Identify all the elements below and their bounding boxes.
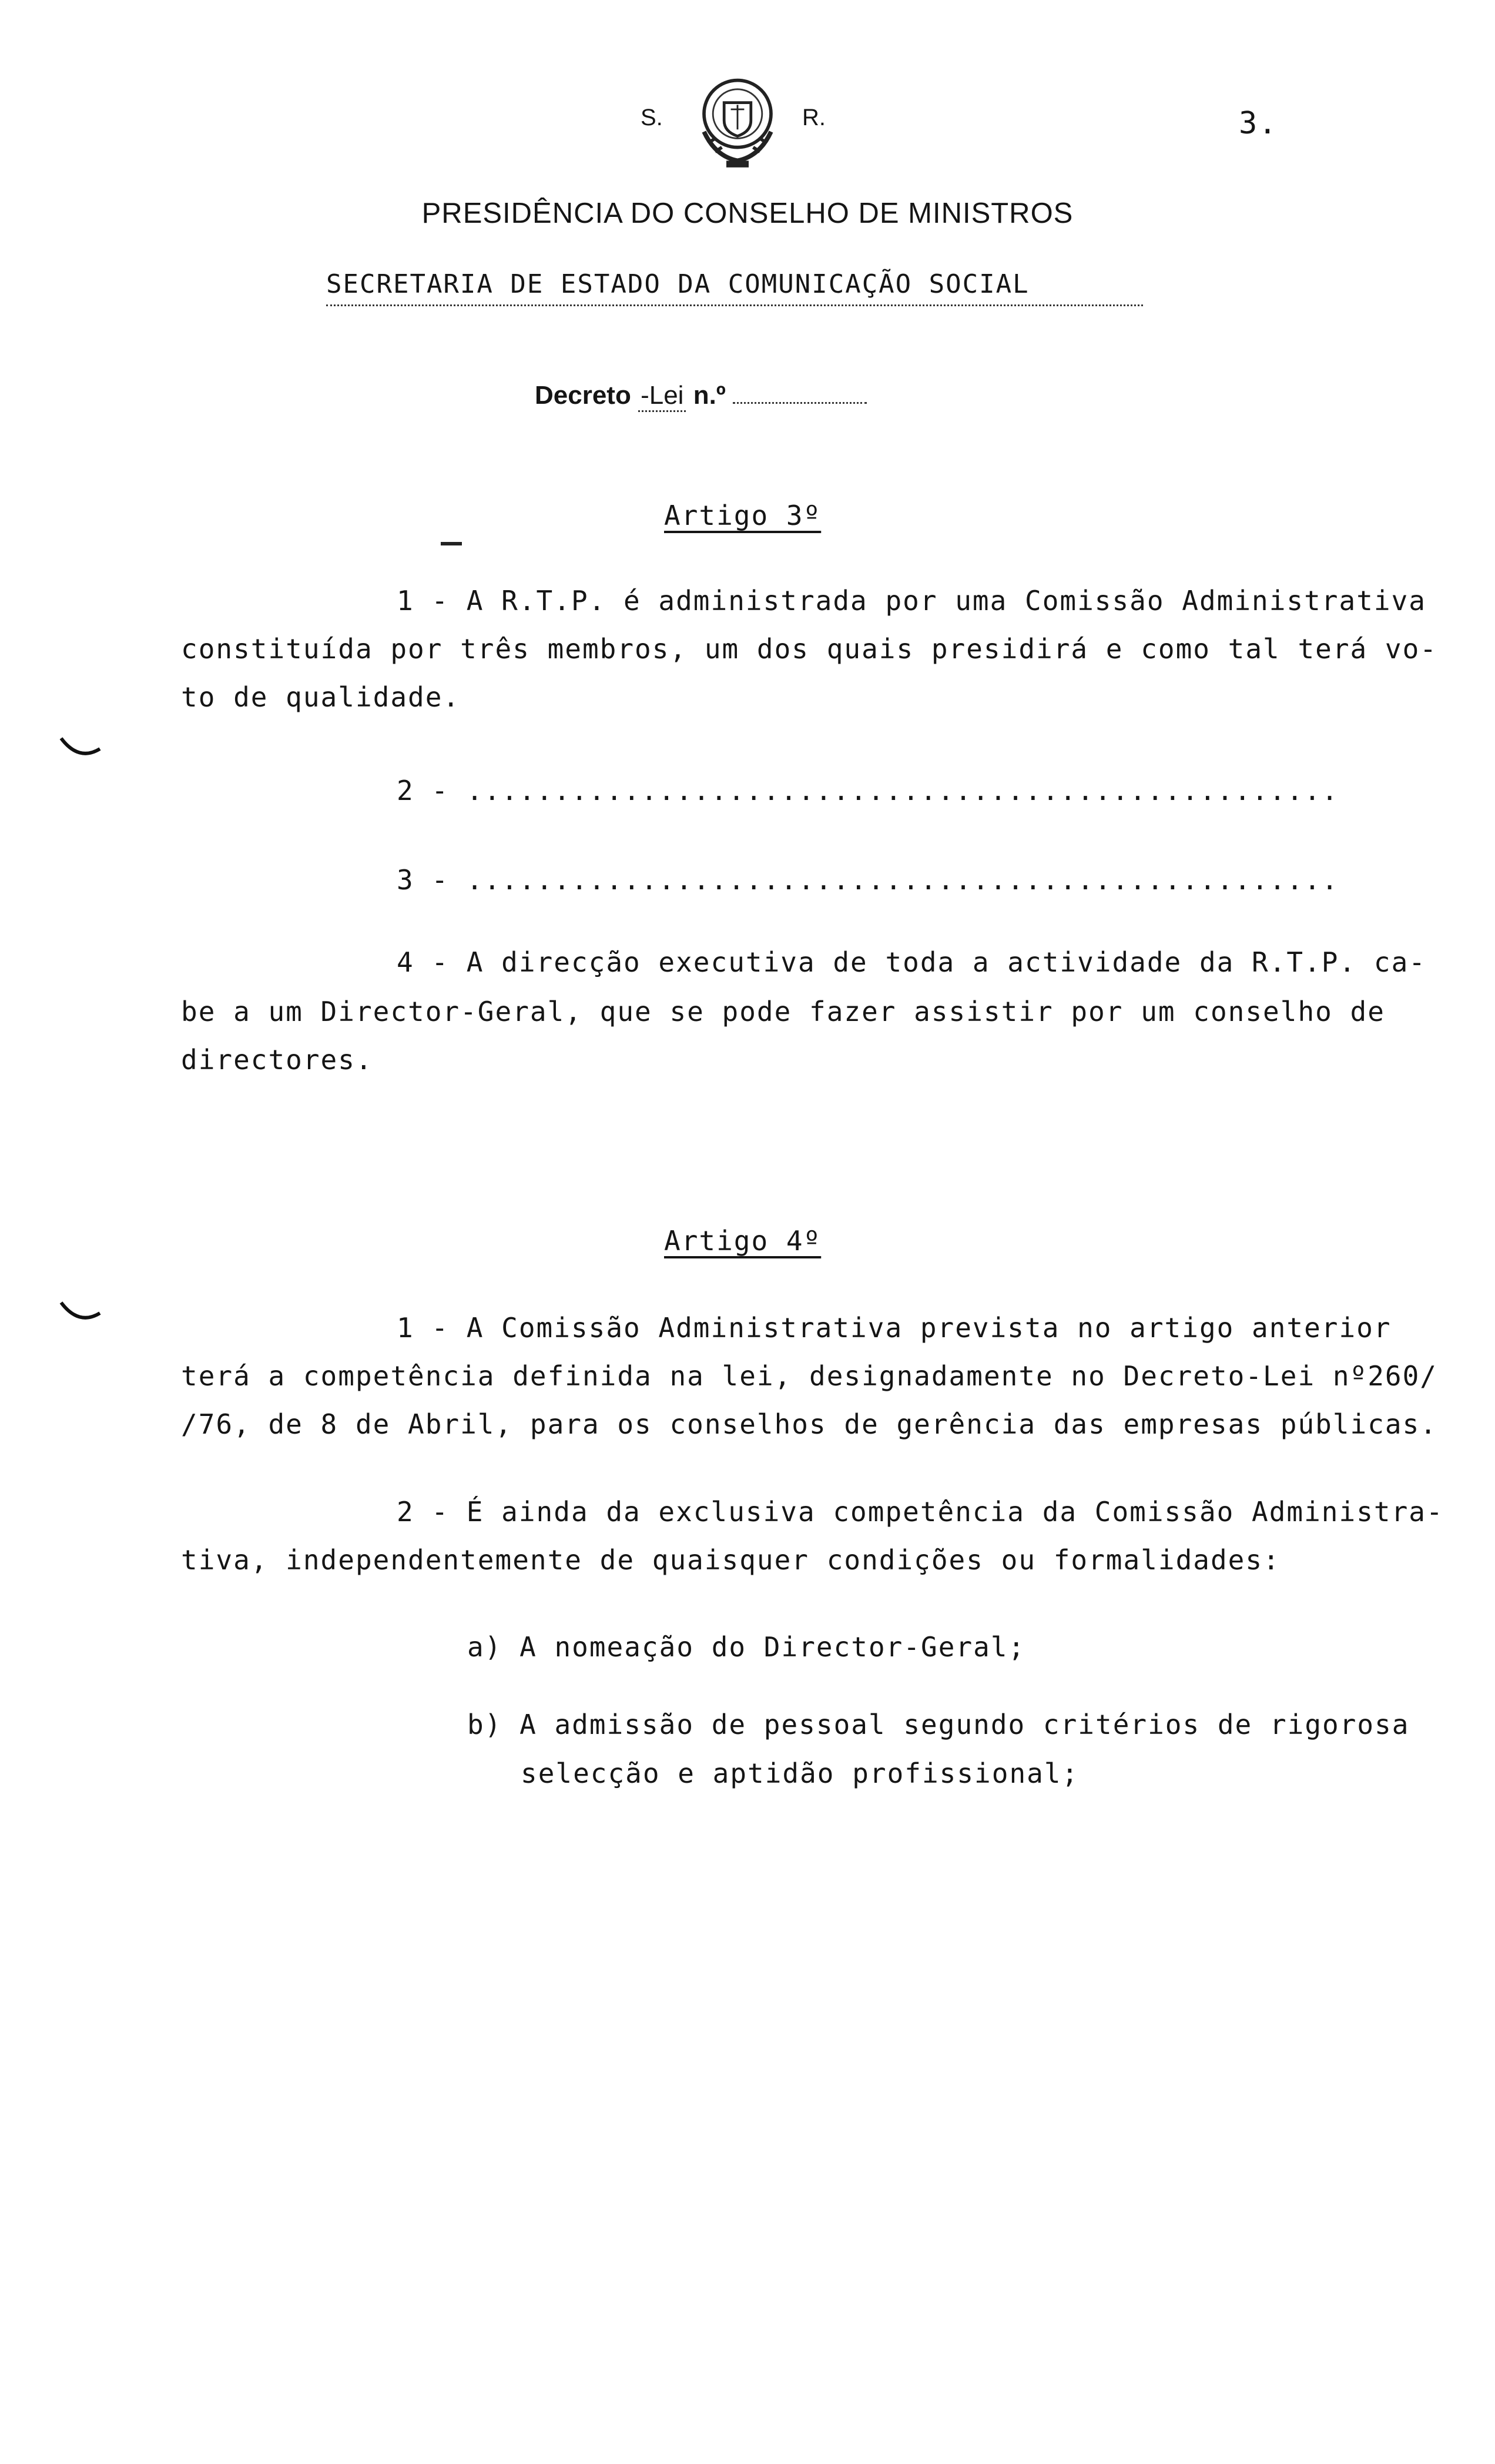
decree-line xyxy=(535,381,867,412)
article-3-paragraph-4-line: directores. xyxy=(181,1044,373,1076)
article-3-paragraph-1-line: constituída por três membros, um dos quais presidirá e como tal terá vo- xyxy=(181,633,1437,665)
article-4-heading: Artigo 4º xyxy=(664,1225,822,1257)
letterhead-r: R. xyxy=(802,105,826,130)
decree-type: -Lei xyxy=(638,381,686,412)
decree-label: Decreto xyxy=(535,381,631,410)
article-3-paragraph-1-line: 1 - A R.T.P. é administrada por uma Comissão Administrativa xyxy=(397,585,1426,617)
article-3-paragraph-4-line: be a um Director-Geral, que se pode fazer assistir por um conselho de xyxy=(181,996,1385,1027)
letterhead-s: S. xyxy=(641,105,663,130)
article-3-heading: Artigo 3º xyxy=(664,500,822,531)
institution-title: PRESIDÊNCIA DO CONSELHO DE MINISTROS xyxy=(421,197,1074,229)
binder-hole-mark xyxy=(59,1299,103,1325)
department-title: SECRETARIA DE ESTADO DA COMUNICAÇÃO SOCIAL xyxy=(326,269,1030,299)
coat-of-arms-icon xyxy=(682,65,793,176)
article-3-paragraph-4-line: 4 - A direcção executiva de toda a actividade da R.T.P. ca- xyxy=(397,946,1426,978)
article-3-paragraph-2: 2 - .................................................. xyxy=(397,775,1339,806)
article-4-item-a: a) A nomeação do Director-Geral; xyxy=(467,1631,1026,1663)
article-4-paragraph-1-line: /76, de 8 de Abril, para os conselhos de gerência das empresas públicas. xyxy=(181,1408,1437,1440)
binder-hole-mark xyxy=(59,735,103,761)
decree-number-blank xyxy=(733,399,867,404)
article-4-paragraph-1-line: 1 - A Comissão Administrativa prevista no artigo anterior xyxy=(397,1312,1392,1344)
article-4-item-b-line: selecção e aptidão profissional; xyxy=(521,1757,1080,1789)
department-dotted-rule xyxy=(326,304,1143,306)
page-number: 3. xyxy=(1239,106,1278,141)
margin-mark xyxy=(441,542,462,545)
decree-number-label: n.º xyxy=(693,381,726,410)
article-3-paragraph-3: 3 - .................................................. xyxy=(397,864,1339,896)
article-4-paragraph-2-line: 2 - É ainda da exclusiva competência da Comissão Administra- xyxy=(397,1496,1444,1528)
article-4-paragraph-2-line: tiva, independentemente de quaisquer condições ou formalidades: xyxy=(181,1544,1281,1576)
article-3-paragraph-1-line: to de qualidade. xyxy=(181,681,461,713)
article-4-paragraph-1-line: terá a competência definida na lei, designadamente no Decreto-Lei nº260/ xyxy=(181,1360,1437,1392)
article-4-item-b-line: b) A admissão de pessoal segundo critérios de rigorosa xyxy=(467,1709,1410,1740)
